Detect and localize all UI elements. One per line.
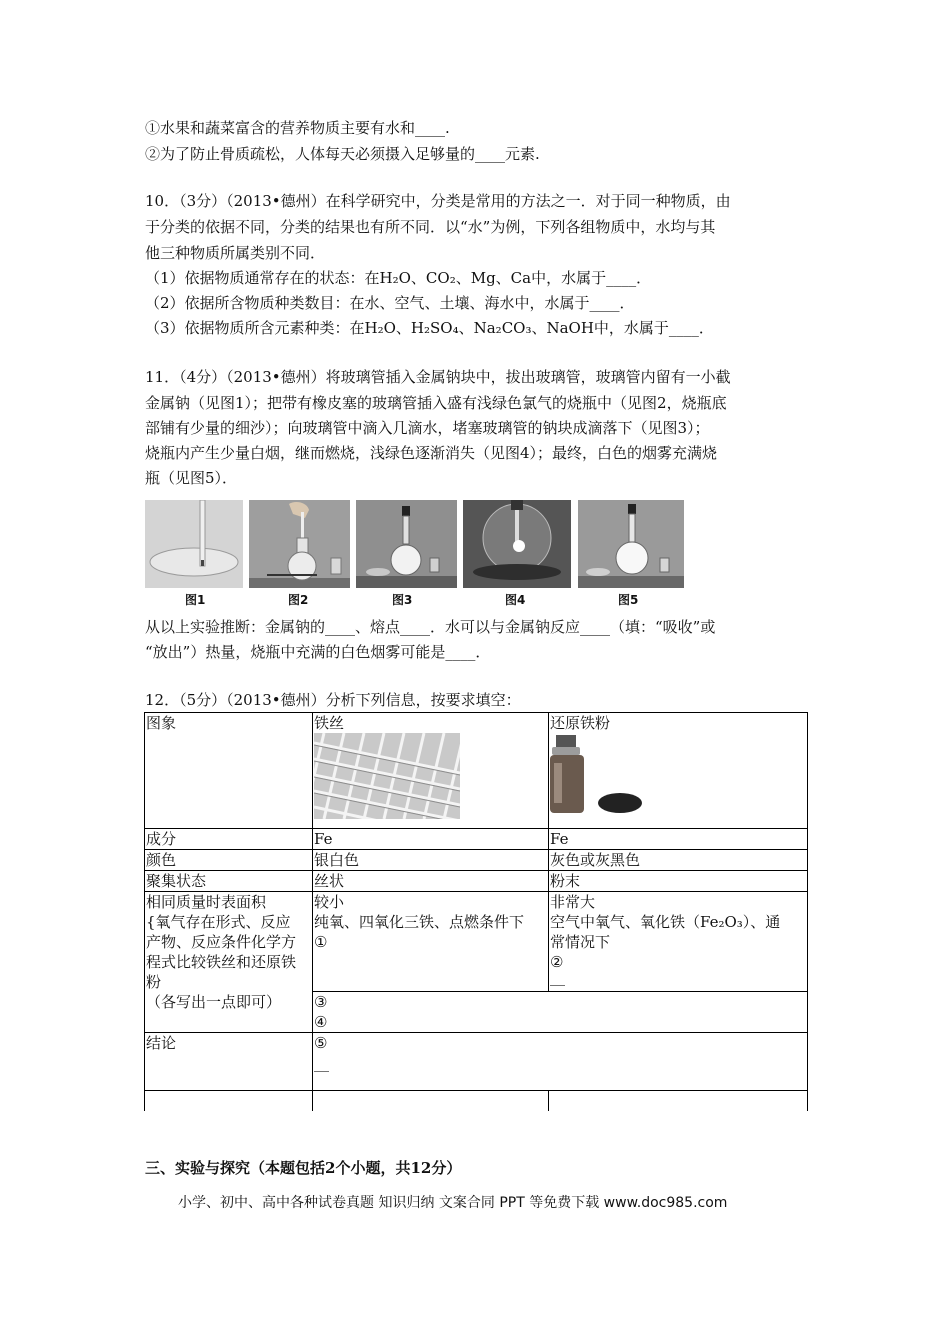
figure-caption-1: 图1 bbox=[185, 593, 206, 607]
row-color-label: 颜色 bbox=[145, 850, 313, 871]
q10-sub-1: （1）依据物质通常存在的状态：在H₂O、CO₂、Mg、Ca中，水属于____． bbox=[145, 269, 652, 287]
iron-wire-mesh-image bbox=[314, 733, 460, 819]
q10-sub-2: （2）依据所含物质种类数目：在水、空气、土壤、海水中，水属于____． bbox=[145, 294, 635, 312]
table-empty-cell-2 bbox=[313, 1091, 549, 1111]
experiment-photo-2 bbox=[249, 500, 350, 588]
row-conclusion-label: 结论 bbox=[145, 1033, 313, 1091]
q11-line-2: 金属钠（见图1）；把带有橡皮塞的玻璃管插入盛有浅绿色氯气的烧瓶中（见图2，烧瓶底 bbox=[145, 394, 727, 412]
q10-line-2: 于分类的依据不同，分类的结果也有所不同．以“水”为例，下列各组物质中，水均与其 bbox=[145, 218, 716, 236]
q11-line-3: 部铺有少量的细沙）；向玻璃管中滴入几滴水，堵塞玻璃管的钠块成滴落下（见图3）； bbox=[145, 419, 710, 437]
iron-comparison-table bbox=[144, 712, 808, 1111]
experiment-photo-5 bbox=[578, 500, 684, 588]
q10-line-1: 10．（3分）（2013•德州）在科学研究中，分类是常用的方法之一．对于同一种物质，由 bbox=[145, 192, 731, 210]
q11-after-1: 从以上实验推断：金属钠的____、熔点____．水可以与金属钠反应____（填：“吸收”或 bbox=[145, 618, 716, 636]
iron-powder-jar-image bbox=[550, 733, 650, 817]
q10-line-3: 他三种物质所属类别不同． bbox=[145, 244, 326, 262]
figure-caption-2: 图2 bbox=[288, 593, 309, 607]
row-surface-area-wire: 较小 纯氧、四氧化三铁、点燃条件下 ① bbox=[313, 892, 549, 992]
q11-line-1: 11．（4分）（2013•德州）将玻璃管插入金属钠块中，拔出玻璃管，玻璃管内留有一小截 bbox=[145, 368, 731, 386]
section-3-heading: 三、实验与探究（本题包括2个小题，共12分） bbox=[145, 1159, 462, 1177]
q12-intro: 12．（5分）（2013•德州）分析下列信息，按要求填空： bbox=[145, 691, 521, 709]
experiment-photo-1 bbox=[145, 500, 243, 588]
experiment-photo-4 bbox=[463, 500, 571, 588]
figure-caption-4: 图4 bbox=[505, 593, 526, 607]
table-empty-cell-1 bbox=[145, 1091, 313, 1111]
row-state-label: 聚集状态 bbox=[145, 871, 313, 892]
figure-caption-3: 图3 bbox=[392, 593, 413, 607]
q11-after-2: “放出”）热量，烧瓶中充满的白色烟雾可能是____． bbox=[145, 643, 491, 661]
row-equations-answer: ③ ④ bbox=[313, 992, 808, 1033]
row-color-wire: 银白色 bbox=[313, 850, 549, 871]
experiment-photo-3 bbox=[356, 500, 457, 588]
page-footer: 小学、初中、高中各种试卷真题 知识归纳 文案合同 PPT 等免费下载 www.doc985.com bbox=[178, 1195, 728, 1211]
table-header-iron-powder: 还原铁粉 bbox=[549, 713, 808, 829]
row-composition-powder: Fe bbox=[549, 829, 808, 850]
row-composition-wire: Fe bbox=[313, 829, 549, 850]
row-surface-area-powder: 非常大 空气中氧气、氧化铁（Fe₂O₃）、通 常情况下 ② __ bbox=[549, 892, 808, 992]
q11-line-5: 瓶（见图5）． bbox=[145, 469, 238, 487]
q10-sub-3: （3）依据物质所含元素种类：在H₂O、H₂SO₄、Na₂CO₃、NaOH中，水属于____． bbox=[145, 319, 714, 337]
table-empty-cell-3 bbox=[549, 1091, 808, 1111]
row-color-powder: 灰色或灰黑色 bbox=[549, 850, 808, 871]
table-header-image: 图象 bbox=[145, 713, 313, 829]
figure-caption-5: 图5 bbox=[618, 593, 639, 607]
row-surface-area-label: 相同质量时表面积 {氧气存在形式、反应 产物、反应条件化学方 程式比较铁丝和还原铁 粉 （各写出一点即可） bbox=[145, 892, 313, 1033]
row-state-powder: 粉末 bbox=[549, 871, 808, 892]
q9-line-1: ①水果和蔬菜富含的营养物质主要有水和____. bbox=[145, 119, 450, 137]
row-conclusion-answer: ⑤ __ bbox=[313, 1033, 808, 1091]
row-composition-label: 成分 bbox=[145, 829, 313, 850]
row-state-wire: 丝状 bbox=[313, 871, 549, 892]
q9-line-2: ②为了防止骨质疏松，人体每天必须摄入足够量的____元素. bbox=[145, 145, 540, 163]
table-header-iron-wire: 铁丝 bbox=[313, 713, 549, 829]
q11-line-4: 烧瓶内产生少量白烟，继而燃烧，浅绿色逐渐消失（见图4）；最终，白色的烟雾充满烧 bbox=[145, 444, 718, 462]
